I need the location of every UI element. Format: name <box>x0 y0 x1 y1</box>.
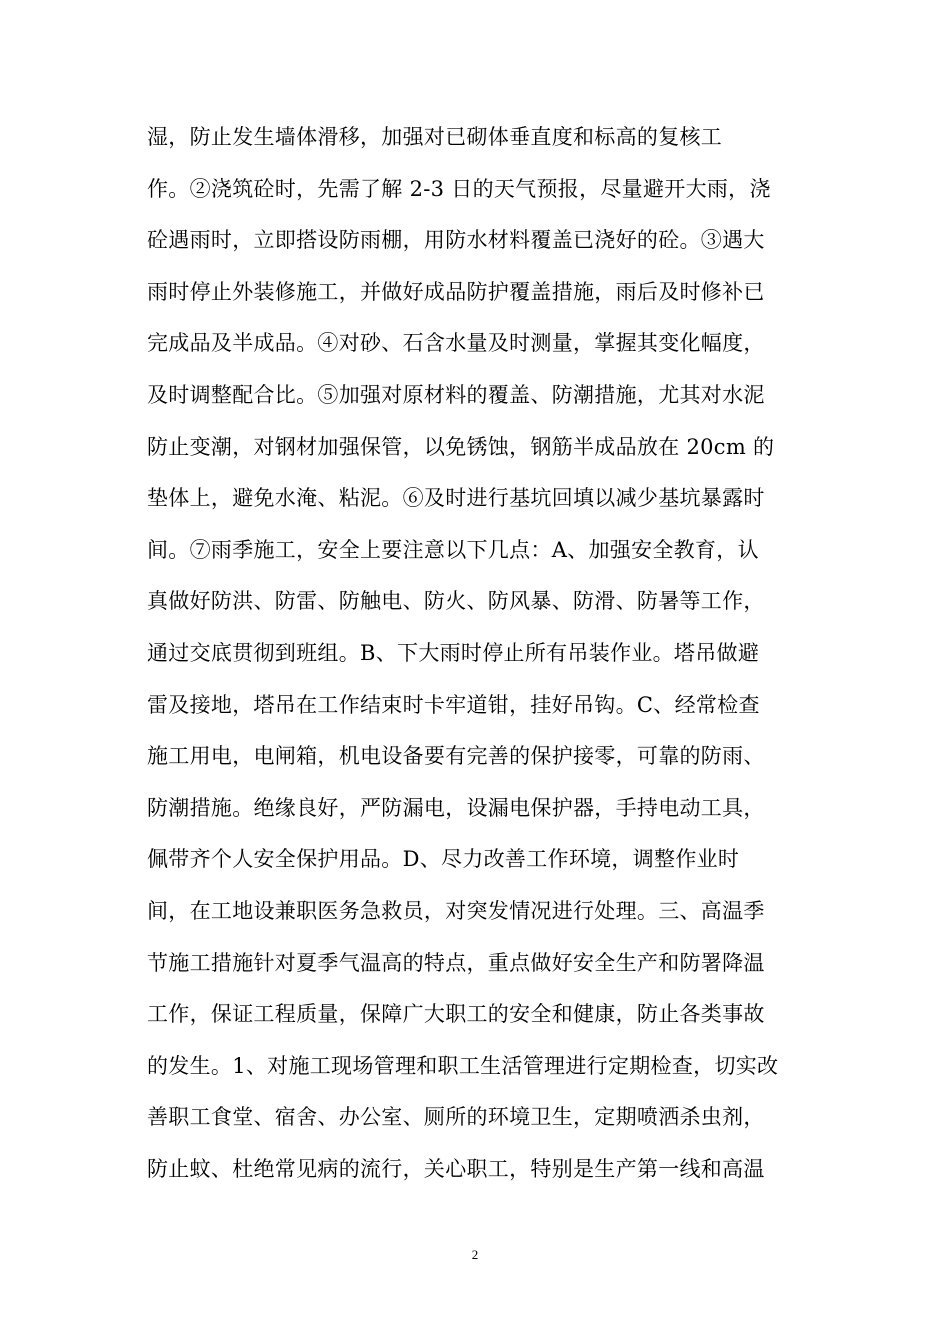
text-line: 作。②浇筑砼时，先需了解 2-3 日的天气预报，尽量避开大雨，浇 <box>147 176 771 201</box>
text-line: 雷及接地，塔吊在工作结束时卡牢道钳，挂好吊钩。C、经常检查 <box>147 692 760 717</box>
text-line: 湿，防止发生墙体滑移，加强对已砌体垂直度和标高的复核工 <box>147 125 723 149</box>
body-text <box>147 116 817 1199</box>
text-line: 及时调整配合比。⑤加强对原材料的覆盖、防潮措施，尤其对水泥 <box>147 382 765 407</box>
text-line: 防潮措施。绝缘良好，严防漏电，设漏电保护器，手持电动工具， <box>147 795 765 820</box>
text-line: 雨时停止外装修施工，并做好成品防护覆盖措施，雨后及时修补已 <box>147 279 765 304</box>
text-line: 佩带齐个人安全保护用品。D、尽力改善工作环境，调整作业时 <box>147 847 740 872</box>
text-line: 真做好防洪、防雷、防触电、防火、防风暴、防滑、防暑等工作， <box>147 589 765 614</box>
text-line: 工作，保证工程质量，保障广大职工的安全和健康，防止各类事故 <box>147 1002 765 1027</box>
text-line: 的发生。1、对施工现场管理和职工生活管理进行定期检查，切实改 <box>147 1053 779 1078</box>
text-line: 砼遇雨时，立即搭设防雨棚，用防水材料覆盖已浇好的砼。③遇大 <box>147 228 765 253</box>
text-line: 施工用电，电闸箱，机电设备要有完善的保护接零，可靠的防雨、 <box>147 744 765 769</box>
text-line: 节施工措施针对夏季气温高的特点，重点做好安全生产和防署降温 <box>147 950 765 975</box>
text-line: 间，在工地设兼职医务急救员，对突发情况进行处理。三、高温季 <box>147 898 765 923</box>
text-line: 垫体上，避免水淹、粘泥。⑥及时进行基坑回填以减少基坑暴露时 <box>147 486 765 511</box>
text-line: 善职工食堂、宿舍、办公室、厕所的环境卫生，定期喷洒杀虫剂， <box>147 1105 765 1130</box>
text-line: 完成品及半成品。④对砂、石含水量及时测量，掌握其变化幅度， <box>147 331 765 356</box>
text-line: 防止蚊、杜绝常见病的流行，关心职工，特别是生产第一线和高温 <box>147 1156 765 1181</box>
text-line: 通过交底贯彻到班组。B、下大雨时停止所有吊装作业。塔吊做避 <box>147 640 760 665</box>
page-number: 2 <box>471 1247 479 1262</box>
text-line: 间。⑦雨季施工，安全上要注意以下几点：A、加强安全教育，认 <box>147 537 759 562</box>
text-line: 防止变潮，对钢材加强保管，以免锈蚀，钢筋半成品放在 20cm 的 <box>147 434 775 459</box>
